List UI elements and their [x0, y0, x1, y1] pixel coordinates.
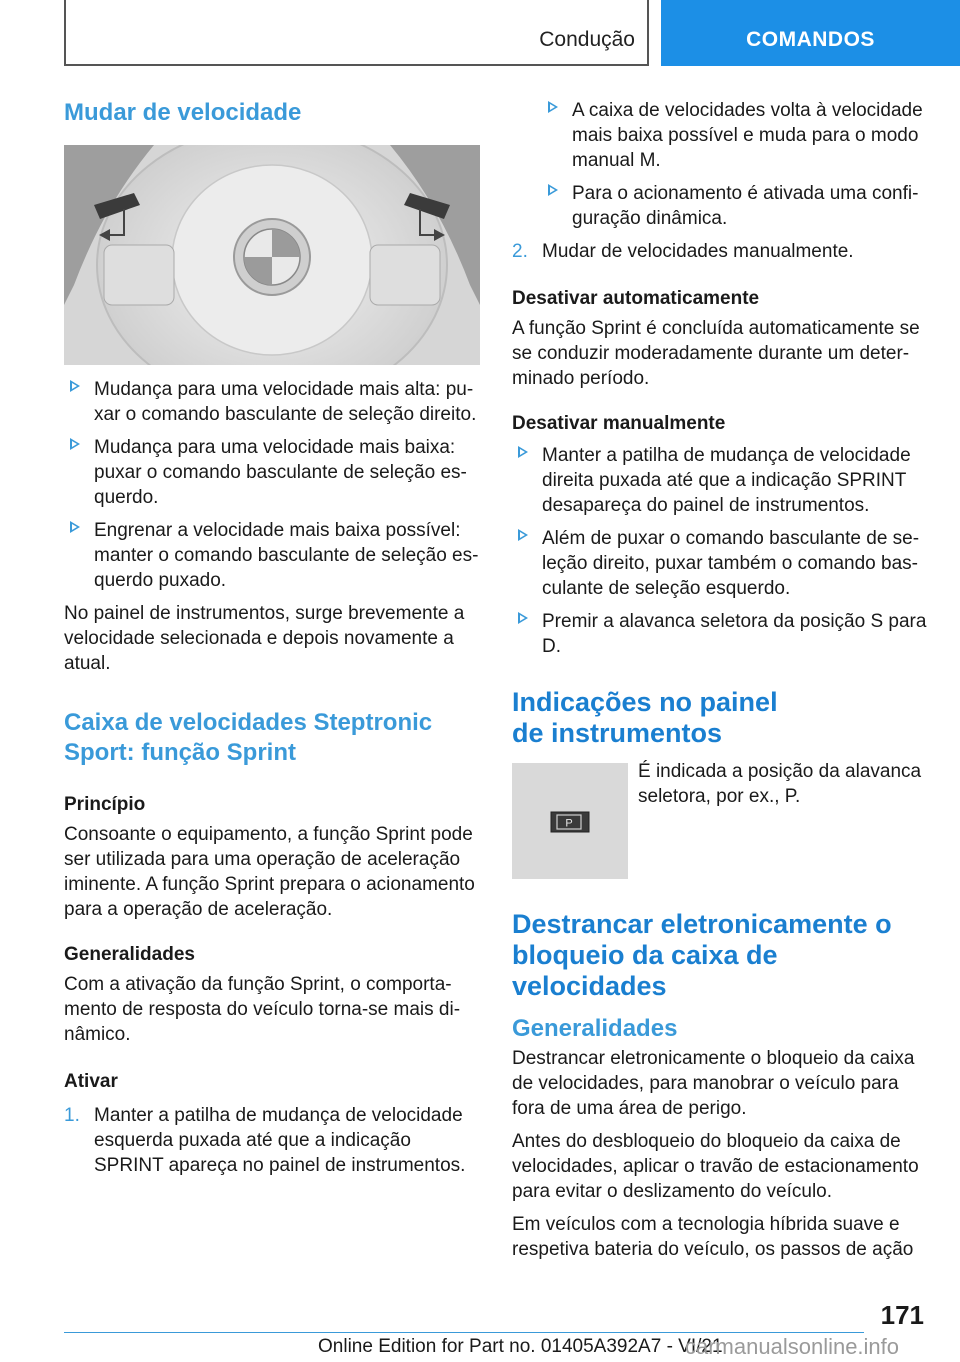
paragraph: É indicada a posição da alavanca seletora, por ex., P.	[638, 761, 922, 807]
paragraph: Com a ativação da função Sprint, o comportamento de resposta do veículo torna-se mais dinâmico.	[64, 974, 461, 1045]
step-number: 2.	[512, 241, 528, 262]
heading-desativar-manual: Desativar manualmente	[512, 413, 726, 434]
watermark-logo: carmanualsonline.info	[685, 1334, 900, 1359]
heading-desativar-auto: Desativar automaticamente	[512, 288, 760, 309]
sub-list-item: A caixa de velocidades volta à velocidade mais baixa possível e muda para o modo manual M.	[542, 98, 928, 173]
list-item: Além de puxar o comando basculante de seleção direito, puxar também o comando basculante de seleção esquerdo.	[512, 526, 928, 601]
section-tab-label: COMANDOS	[746, 28, 875, 51]
heading-generalidades: Generalidades	[64, 944, 195, 965]
footer-divider	[64, 1332, 864, 1333]
display-gear-letter: P	[565, 817, 573, 830]
paragraph: Em veículos com a tecnologia híbrida suave e respetiva bateria do veículo, os passos de ação	[512, 1214, 914, 1260]
heading-principio: Princípio	[64, 794, 146, 815]
list-item: Manter a patilha de mudança de velocidade direita puxada até que a indicação SPRINT desapareça do painel de instrumentos.	[512, 443, 928, 518]
section-tab[interactable]	[661, 0, 960, 66]
indicator-block	[512, 763, 928, 879]
numbered-step: 1. Manter a patilha de mudança de velocidade esquerda puxada até que a indicação SPRINT apareça no painel de instrumentos.	[64, 1105, 466, 1176]
list-item: Mudança para uma velocidade mais alta: puxar o comando basculante de seleção direito.	[64, 377, 480, 427]
triangle-bullet-icon	[70, 380, 82, 392]
page-number: 171	[880, 1300, 924, 1330]
heading-ativar: Ativar	[64, 1071, 118, 1092]
numbered-step: 2. Mudar de velocidades manualmente.	[512, 241, 854, 262]
triangle-bullet-icon	[518, 529, 530, 541]
paragraph: Consoante o equipamento, a função Sprint pode ser utilizada para uma operação de aceleração iminente. A função Sprint prepara o acionamento para a operação de aceleração.	[64, 824, 475, 920]
paragraph: Destrancar eletronicamente o bloqueio da caixa de velocidades, para manobrar o veículo para fora de uma área de perigo.	[512, 1048, 915, 1119]
gear-display-image	[512, 763, 628, 879]
heading-destrancar: Destrancar eletronicamente o bloqueio da caixa de velocidades	[512, 909, 892, 1001]
heading-indicacoes: Indicações no painel de instrumentos	[512, 687, 778, 748]
steering-wheel-illustration	[64, 145, 480, 365]
gear-p-indicator-icon	[512, 763, 628, 879]
triangle-bullet-icon	[548, 101, 560, 113]
paragraph: Antes do desbloqueio do bloqueio da caixa de velocidades, aplicar o travão de estacionamento para evitar o deslizamento do veículo.	[512, 1131, 919, 1202]
triangle-bullet-icon	[518, 612, 530, 624]
step-number: 1.	[64, 1105, 80, 1126]
heading-mudar-velocidade: Mudar de velocidade	[64, 99, 302, 126]
triangle-bullet-icon	[518, 446, 530, 458]
heading-sprint: Caixa de velocidades Steptronic Sport: função Sprint	[64, 709, 433, 766]
triangle-bullet-icon	[70, 438, 82, 450]
steering-wheel-image	[64, 145, 480, 365]
list-item: Engrenar a velocidade mais baixa possível: manter o comando basculante de seleção esquerdo puxado.	[64, 518, 480, 593]
paragraph: A função Sprint é concluída automaticamente se se conduzir moderadamente durante um determinado período.	[512, 318, 920, 389]
chapter-title: Condução	[539, 28, 635, 51]
list-item: Premir a alavanca seletora da posição S para D.	[512, 609, 928, 659]
left-column	[64, 98, 480, 1178]
sub-list-item: Para o acionamento é ativada uma configuração dinâmica.	[542, 181, 928, 231]
paragraph: No painel de instrumentos, surge brevemente a velocidade selecionada e depois novamente a atual.	[64, 603, 465, 674]
triangle-bullet-icon	[70, 521, 82, 533]
right-column	[512, 98, 928, 1262]
edition-note: Online Edition for Part no. 01405A392A7 - VI/21	[318, 1336, 723, 1357]
triangle-bullet-icon	[548, 184, 560, 196]
list-item: Mudança para uma velocidade mais baixa: puxar o comando basculante de seleção esquerdo.	[64, 435, 480, 510]
header-chapter-box	[64, 0, 649, 66]
heading-generalidades-2: Generalidades	[512, 1015, 678, 1042]
